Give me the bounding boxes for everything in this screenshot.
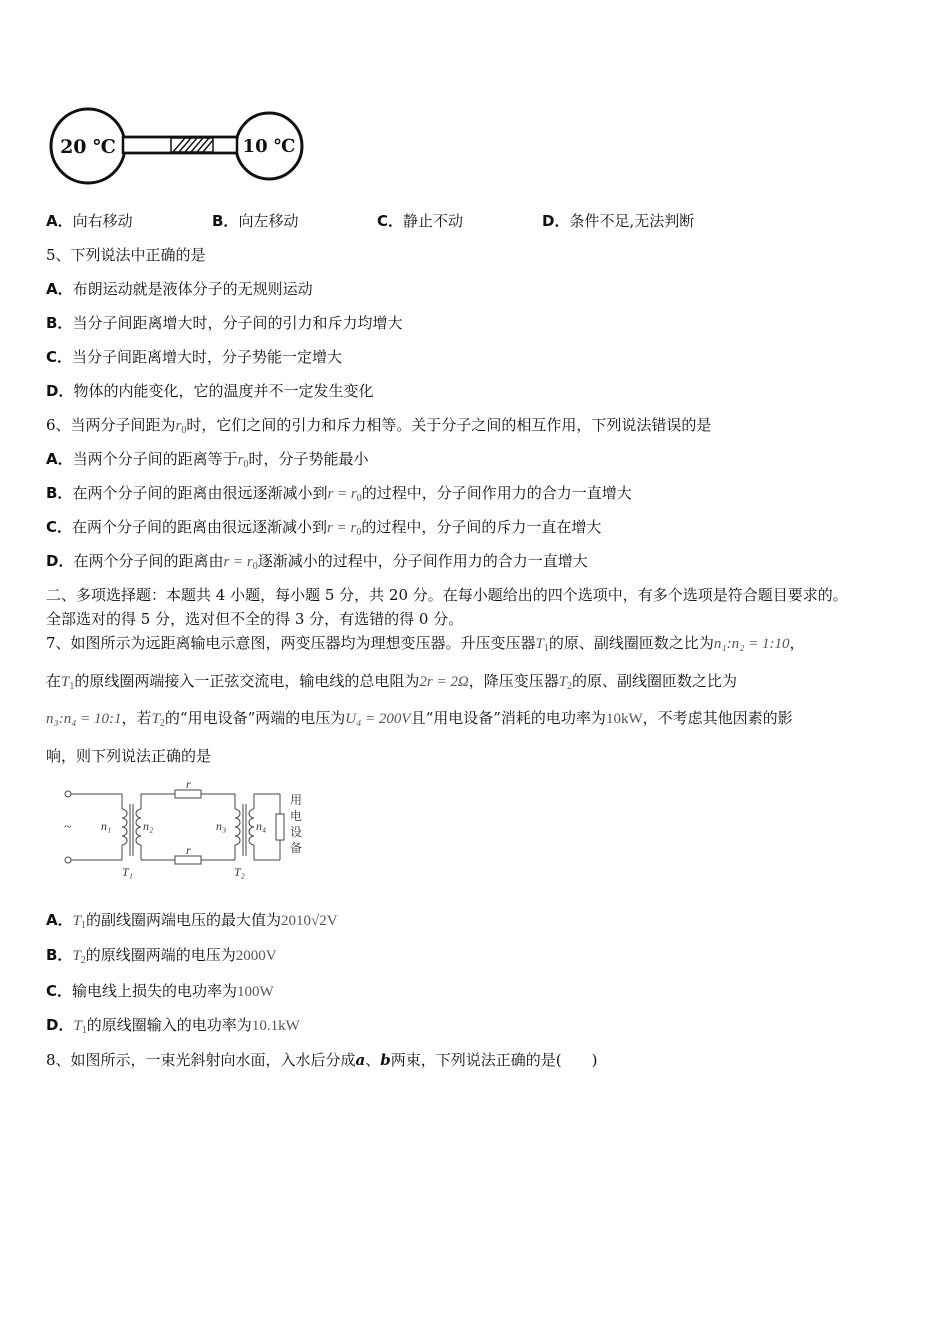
device-label-2: 电 — [290, 809, 303, 823]
t1-label: T₁ — [122, 865, 133, 879]
right-temp: 10 ℃ — [242, 136, 296, 157]
t1-symbol: $T_1$ — [535, 636, 549, 654]
q6-option-a[interactable] — [46, 449, 368, 472]
option-text: 输电线上损失的电功率为 — [72, 982, 238, 1000]
option-text: 的过程中，分子间作用力的合力一直增大 — [361, 484, 632, 502]
option-label: B． — [212, 212, 239, 230]
q5-option-c[interactable] — [46, 347, 342, 367]
option-text: 向右移动 — [72, 212, 133, 230]
option-label: C． — [377, 212, 404, 230]
device-label-1: 用 — [290, 793, 303, 807]
option-label: B． — [46, 484, 73, 502]
q5-option-b[interactable] — [46, 313, 402, 333]
line-resistor-bottom — [175, 856, 201, 864]
q7-option-c[interactable] — [46, 981, 274, 1002]
option-label: A． — [46, 212, 73, 230]
option-text: 物体的内能变化，它的温度并不一定发生变化 — [73, 382, 374, 400]
load-device — [276, 814, 284, 840]
q7-option-b[interactable] — [46, 945, 277, 968]
line-resistance: 2r = 2Ω — [419, 674, 469, 690]
q4-option-a[interactable] — [46, 211, 133, 231]
q4-option-d[interactable] — [542, 211, 694, 231]
ratio-n1-n2: n₁:n₂ = 1:10 — [713, 636, 790, 652]
q6-option-c[interactable] — [46, 517, 601, 540]
r-equals-r0: $r = r_0$ — [327, 486, 362, 504]
q7-option-d[interactable] — [46, 1015, 300, 1038]
option-label: D． — [46, 382, 74, 400]
left-temp: 20 ℃ — [60, 136, 116, 158]
q5-option-d[interactable] — [46, 381, 373, 401]
stem-text: 时，它们之间的引力和斥力相等。关于分子之间的相互作用，下列说法错误的是 — [186, 416, 712, 434]
q5-stem: 5、下列说法中正确的是 — [46, 246, 206, 264]
option-text: 在两个分子间的距离由 — [73, 552, 224, 570]
option-value: 2000V — [235, 948, 277, 964]
r-equals-r0: $r = r_0$ — [223, 554, 258, 572]
option-text: 的过程中，分子间的斥力一直在增大 — [361, 518, 602, 536]
option-text: 当两个分子间的距离等于 — [72, 450, 238, 468]
q7-stem-line1: 7、如图所示为远距离输电示意图，两变压器均为理想变压器。升压变压器$T_1$的原、副线圈匝数之比为n₁:n₂ = 1:10， — [46, 634, 805, 654]
option-label: B． — [46, 314, 73, 332]
option-text: 当分子间距离增大时，分子间的引力和斥力均增大 — [72, 314, 403, 332]
option-text: 的原线圈输入的电功率为 — [86, 1016, 252, 1034]
option-label: D． — [46, 1016, 74, 1034]
thermo-tube-figure — [44, 96, 314, 196]
mercury-column — [171, 138, 213, 152]
option-label: A． — [46, 450, 73, 468]
option-text: 静止不动 — [403, 212, 464, 230]
t2-label: T₂ — [234, 865, 245, 879]
option-text: 的原线圈两端的电压为 — [85, 946, 236, 964]
option-label: D． — [46, 552, 74, 570]
t2-symbol: $T_2$ — [72, 948, 86, 966]
q8-stem: 8、如图所示，一束光斜射向水面，入水后分成a、b两束，下列说法正确的是( ) — [46, 1051, 598, 1069]
option-text: 当分子间距离增大时，分子势能一定增大 — [72, 348, 343, 366]
option-text: 向左移动 — [238, 212, 299, 230]
option-value: 2010√2V — [280, 913, 338, 929]
n4-label: n₄ — [256, 819, 267, 833]
q5-option-a[interactable] — [46, 279, 313, 299]
t2-symbol: $T_2$ — [151, 711, 165, 729]
option-label: A． — [46, 911, 73, 929]
r-equals-r0: $r = r_0$ — [327, 520, 362, 538]
ac-source-symbol: ~ — [64, 820, 72, 835]
t1-symbol: $T_1$ — [72, 913, 86, 931]
option-text: 在两个分子间的距离由很远逐渐减小到 — [72, 484, 328, 502]
device-label-4: 备 — [290, 841, 303, 855]
option-label: C． — [46, 982, 73, 1000]
beam-a-label: a — [355, 1051, 366, 1069]
r0-symbol: $r_0$ — [237, 452, 249, 470]
q6-stem — [46, 415, 711, 438]
r-top-label: r — [186, 782, 191, 791]
option-text: 条件不足,无法判断 — [569, 212, 695, 230]
option-label: B． — [46, 946, 73, 964]
device-label-3: 设 — [290, 825, 303, 839]
option-label: A． — [46, 280, 73, 298]
option-label: C． — [46, 518, 73, 536]
r0-symbol: $r_0$ — [175, 418, 187, 436]
n1-label: n₁ — [101, 819, 112, 833]
power-value: 10kW — [605, 711, 643, 727]
option-text: 布朗运动就是液体分子的无规则运动 — [72, 280, 313, 298]
section2-line2: 全部选对的得 5 分，选对但不全的得 3 分，有选错的得 0 分。 — [46, 610, 464, 628]
option-label: C． — [46, 348, 73, 366]
t1-symbol: $T_1$ — [73, 1018, 87, 1036]
t1-symbol: $T_1$ — [61, 674, 75, 692]
option-label: D． — [542, 212, 570, 230]
option-text: 在两个分子间的距离由很远逐渐减小到 — [72, 518, 328, 536]
option-text: 逐渐减小的过程中，分子间作用力的合力一直增大 — [257, 552, 588, 570]
n3-label: n₃ — [216, 819, 227, 833]
t2-symbol: $T_2$ — [558, 674, 573, 692]
section2-line1: 二、多项选择题：本题共 4 小题，每小题 5 分，共 20 分。在每小题给出的四个选项中，有多个选项是符合题目要求的。 — [46, 586, 848, 604]
u4-value: U₄ = 200V — [345, 711, 411, 727]
q6-option-b[interactable] — [46, 483, 632, 506]
option-value: 10.1kW — [251, 1018, 300, 1034]
q4-option-c[interactable] — [377, 211, 463, 231]
stem-text: 6、当两分子间距为 — [46, 416, 176, 434]
q7-stem-line2: 在$T_1$的原线圈两端接入一正弦交流电，输电线的总电阻为2r = 2Ω，降压变压器$T_2$的原、副线圈匝数之比为 — [46, 672, 738, 692]
q4-option-b[interactable] — [212, 211, 298, 231]
q6-option-d[interactable] — [46, 551, 588, 574]
transmission-circuit-figure — [58, 782, 318, 882]
q7-option-a[interactable] — [46, 910, 338, 933]
option-value: 100W — [237, 984, 274, 1000]
r-bottom-label: r — [186, 843, 191, 857]
option-text: 的副线圈两端电压的最大值为 — [85, 911, 281, 929]
q7-stem-line4: 响，则下列说法正确的是 — [46, 747, 212, 765]
line-resistor-top — [175, 790, 201, 798]
ratio-n3-n4: n₃:n₄ = 10:1 — [46, 711, 122, 727]
q7-stem-line3: n₃:n₄ = 10:1，若$T_2$的“用电设备”两端的电压为U₄ = 200V且“用电设备”消耗的电功率为10kW，不考虑其他因素的影 — [46, 709, 793, 729]
beam-b-label: b — [380, 1051, 391, 1069]
option-text: 时，分子势能最小 — [248, 450, 369, 468]
n2-label: n₂ — [143, 819, 154, 833]
